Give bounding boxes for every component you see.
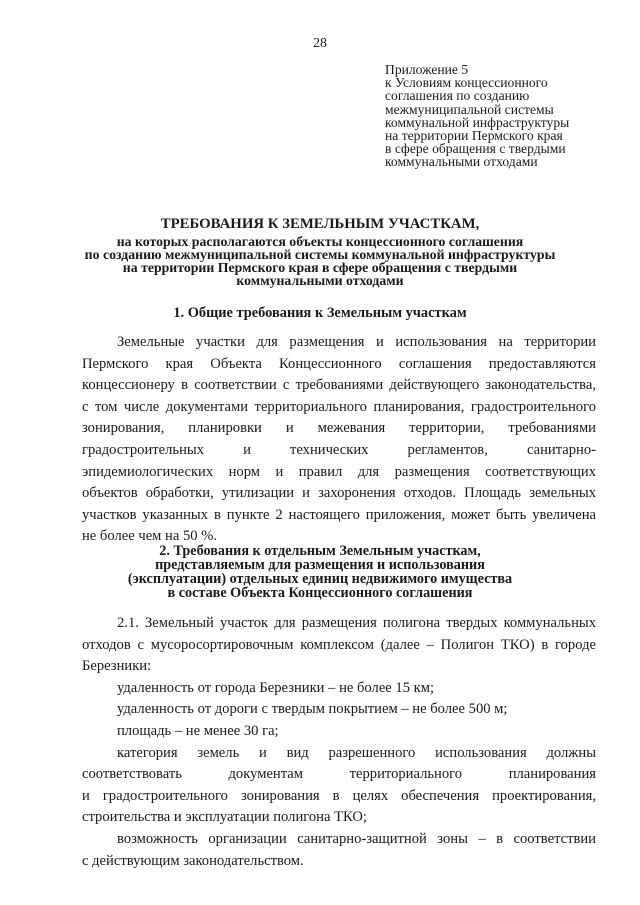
- body-line: соответствовать документам территориального планирования: [82, 766, 596, 783]
- body-line: Пермского края Объекта Концессионного соглашения предоставляются: [82, 355, 596, 372]
- body-line: строительства и эксплуатации полигона ТКО;: [82, 809, 367, 826]
- body-line: зонирования, планировки и межевания территории, требованиями: [82, 420, 596, 437]
- requirement-item: удаленность от города Березники – не более 15 км;: [117, 679, 435, 696]
- body-line: Земельные участки для размещения и использования на территории: [117, 334, 596, 350]
- appendix-line: коммунальными отходами: [385, 154, 538, 170]
- body-line: объектов обработки, утилизации и захоронения отходов. Площадь земельных: [82, 485, 596, 502]
- section2-heading-line: в составе Объекта Концессионного соглашения: [167, 585, 473, 601]
- section2-heading-line: 2. Требования к отдельным Земельным участкам,: [159, 543, 481, 559]
- body-line: с том числе документами территориального планирования, градостроительного: [82, 398, 596, 415]
- title-sub-line: по созданию межмуниципальной системы коммунальной инфраструктуры: [84, 247, 556, 262]
- section2-heading-line: представляемым для размещения и использования: [155, 557, 485, 573]
- title-subtitle: [60, 235, 580, 287]
- appendix-line: на территории Пермского края: [385, 128, 563, 144]
- title-sub-line: коммунальными отходами: [236, 273, 404, 288]
- body-line: категория земель и вид разрешенного использования должны: [117, 744, 596, 761]
- requirement-item: площадь – не менее 30 га;: [117, 722, 279, 739]
- body-line: участков указанных в пункте 2 настоящего приложения, может быть увеличена: [82, 506, 596, 523]
- appendix-line: Приложение 5: [385, 62, 469, 77]
- appendix-line: межмуниципальной системы: [385, 101, 554, 117]
- body-line: возможность организации санитарно-защитной зоны – в соответствии: [117, 830, 596, 847]
- title-main: ТРЕБОВАНИЯ К ЗЕМЕЛЬНЫМ УЧАСТКАМ,: [160, 216, 480, 232]
- section2-heading: [60, 544, 580, 600]
- body-line: и градостроительного зонирования в целях обеспечения проектирования,: [82, 787, 596, 804]
- body-line: градостроительных и технических регламентов, санитарно-: [82, 441, 596, 458]
- appendix-line: соглашения по созданию: [385, 88, 530, 104]
- section1-body: [82, 332, 596, 548]
- body-line: не более чем на 50 %.: [82, 528, 218, 545]
- body-line: эпидемиологических норм и правил для размещения соответствующих: [82, 463, 596, 480]
- title-sub-line: на территории Пермского края в сфере обращения с твердыми: [122, 260, 518, 275]
- appendix-line: к Условиям концессионного: [385, 75, 548, 91]
- body-line: концессионеру в соответствии с требованиями действующего законодательства,: [82, 377, 596, 394]
- body-line: 2.1. Земельный участок для размещения полигона твердых коммунальных: [117, 615, 596, 631]
- body-line: Березники:: [82, 658, 152, 675]
- appendix-line: в сфере обращения с твердыми: [385, 141, 566, 157]
- title-sub-line: на которых располагаются объекты концессионного соглашения: [116, 234, 524, 249]
- appendix-line: коммунальной инфраструктуры: [385, 114, 570, 130]
- appendix-header: [385, 63, 569, 169]
- section1-heading: 1. Общие требования к Земельным участкам: [173, 305, 467, 321]
- body-line: отходов с мусоросортировочным комплексом (далее – Полигон ТКО) в городе: [82, 636, 596, 653]
- section2-body: [82, 613, 596, 872]
- section2-heading-line: (эксплуатации) отдельных единиц недвижимого имущества: [127, 571, 513, 587]
- requirement-item: удаленность от дороги с твердым покрытием – не более 500 м;: [117, 701, 508, 718]
- page-number: 28: [313, 36, 327, 51]
- body-line: с действующим законодательством.: [82, 852, 304, 869]
- document-title: [60, 216, 580, 287]
